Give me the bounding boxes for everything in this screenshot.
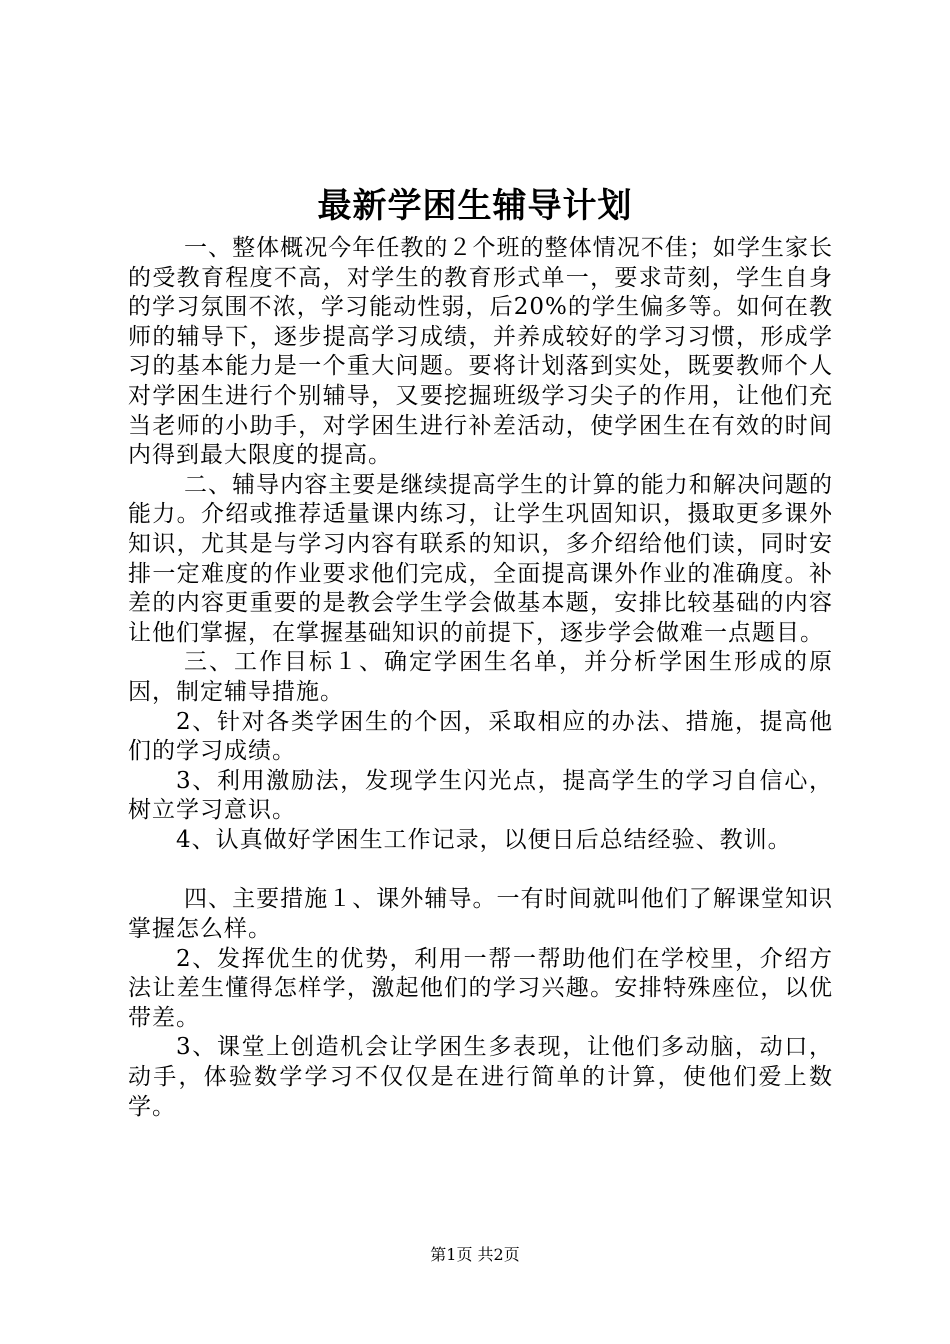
paragraph-main-measures: 四、主要措施１、课外辅导。一有时间就叫他们了解课堂知识掌握怎么样。 [128,886,833,943]
paragraph-overview: 一、整体概况今年任教的２个班的整体情况不佳；如学生家长的受教育程度不高，对学生的教育形式单一，要求苛刻，学生自身的学习氛围不浓，学习能动性弱，后20%的学生偏多等。如何在教师的辅导下，逐步提高学习成绩，并养成较好的学习习惯，形成学习的基本能力是一个重大问题。要将计划落到实处，既要教师个人对学困生进行个别辅导，又要挖掘班级学习尖子的作用，让他们充当老师的小助手，对学困生进行补差活动，使学困生在有效的时间内得到最大限度的提高。 [128,235,833,469]
document-body [128,234,833,1122]
paragraph-goal-4: 4、认真做好学困生工作记录，以便日后总结经验、教训。 [176,826,792,853]
paragraph-measure-2: 2、发挥优生的优势，利用一帮一帮助他们在学校里，介绍方法让差生懂得怎样学，激起他们的学习兴趣。安排特殊座位，以优带差。 [128,945,833,1031]
page-footer: 第1页 共2页 [430,1245,520,1264]
document-title: 最新学困生辅导计划 [317,186,633,226]
paragraph-work-goals: 三、工作目标１、确定学困生名单，并分析学困生形成的原因，制定辅导措施。 [128,649,833,705]
paragraph-tutoring-content: 二、辅导内容主要是继续提高学生的计算的能力和解决问题的能力。介绍或推荐适量课内练习，让学生巩固知识，摄取更多课外知识，尤其是与学习内容有联系的知识，多介绍给他们读，同时安排一定难度的作业要求他们完成，全面提高课外作业的准确度。补差的内容更重要的是教会学生学会做基本题，安排比较基础的内容让他们掌握，在掌握基础知识的前提下，逐步学会做难一点题目。 [128,471,833,646]
paragraph-goal-2: 2、针对各类学困生的个因，采取相应的办法、措施，提高他们的学习成绩。 [128,708,833,765]
paragraph-goal-3: 3、利用激励法，发现学生闪光点，提高学生的学习自信心，树立学习意识。 [128,767,833,824]
paragraph-measure-3: 3、课堂上创造机会让学困生多表现，让他们多动脑，动口，动手，体验数学学习不仅仅是在进行简单的计算，使他们爱上数学。 [128,1034,833,1120]
